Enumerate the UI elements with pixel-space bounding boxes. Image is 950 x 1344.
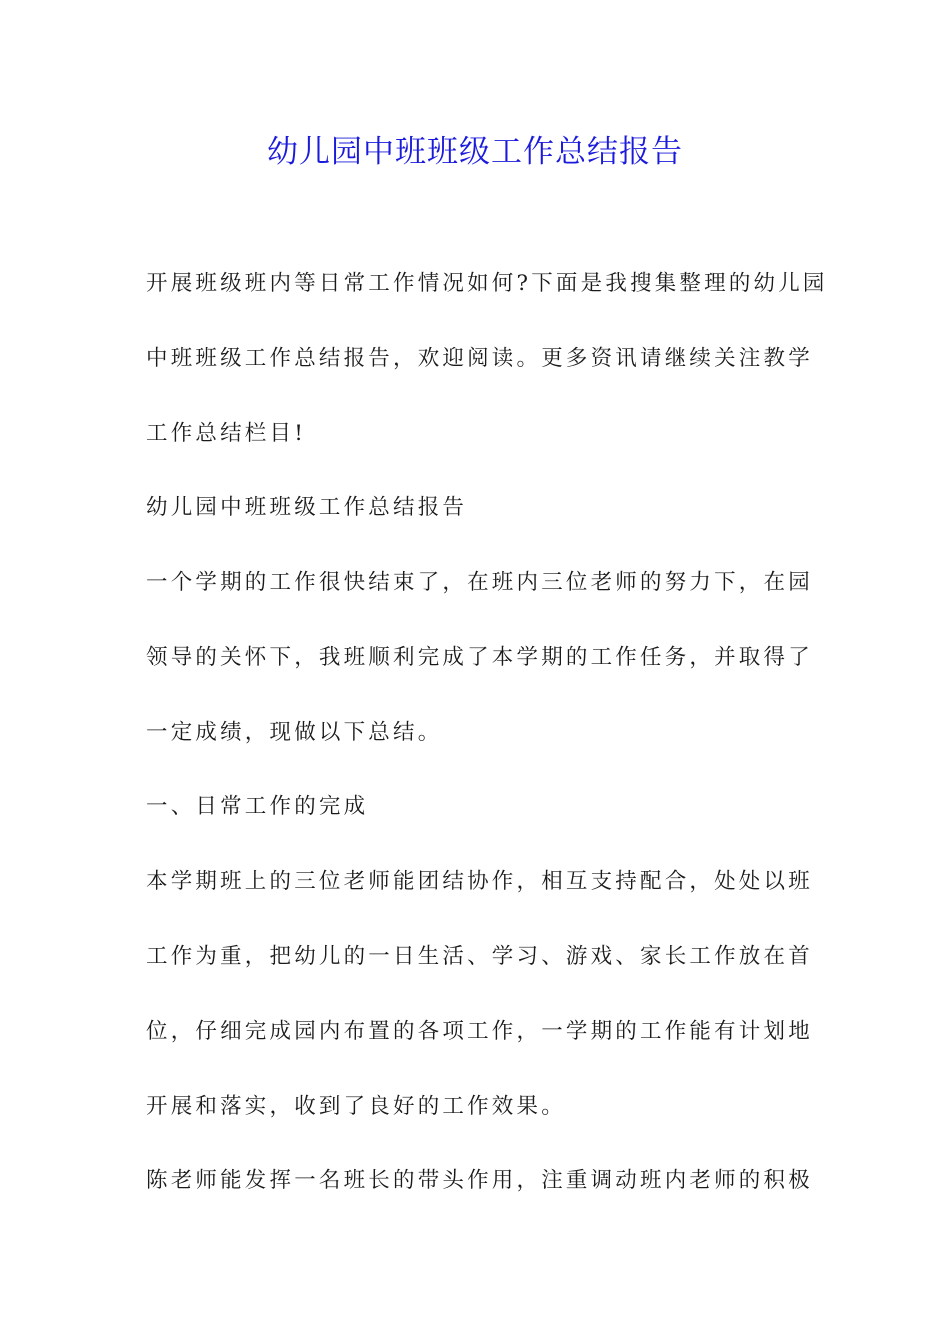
paragraph-2-line-4: 开展和落实，收到了良好的工作效果。 [146,1094,566,1119]
paragraph-1-line-3: 一定成绩，现做以下总结。 [146,720,443,745]
paragraph-2-line-2: 工作为重，把幼儿的一日生活、学习、游戏、家长工作放在首 [146,944,813,969]
document-title: 幼儿园中班班级工作总结报告 [267,134,683,170]
paragraph-3-line-1: 陈老师能发挥一名班长的带头作用，注重调动班内老师的积极 [146,1168,813,1193]
paragraph-1-line-2: 领导的关怀下，我班顺利完成了本学期的工作任务，并取得了 [146,645,813,670]
intro-line-2: 中班班级工作总结报告，欢迎阅读。更多资讯请继续关注教学 [146,346,813,371]
paragraph-2-line-1: 本学期班上的三位老师能团结协作，相互支持配合，处处以班 [146,869,813,894]
subheading-daily-work: 一、日常工作的完成 [146,794,369,819]
paragraph-1-line-1: 一个学期的工作很快结束了，在班内三位老师的努力下，在园 [146,570,813,595]
intro-line-1: 开展班级班内等日常工作情况如何?下面是我搜集整理的幼儿园 [146,271,828,296]
section-heading: 幼儿园中班班级工作总结报告 [146,495,468,520]
paragraph-2-line-3: 位，仔细完成园内布置的各项工作，一学期的工作能有计划地 [146,1019,813,1044]
intro-line-3: 工作总结栏目! [146,421,307,446]
